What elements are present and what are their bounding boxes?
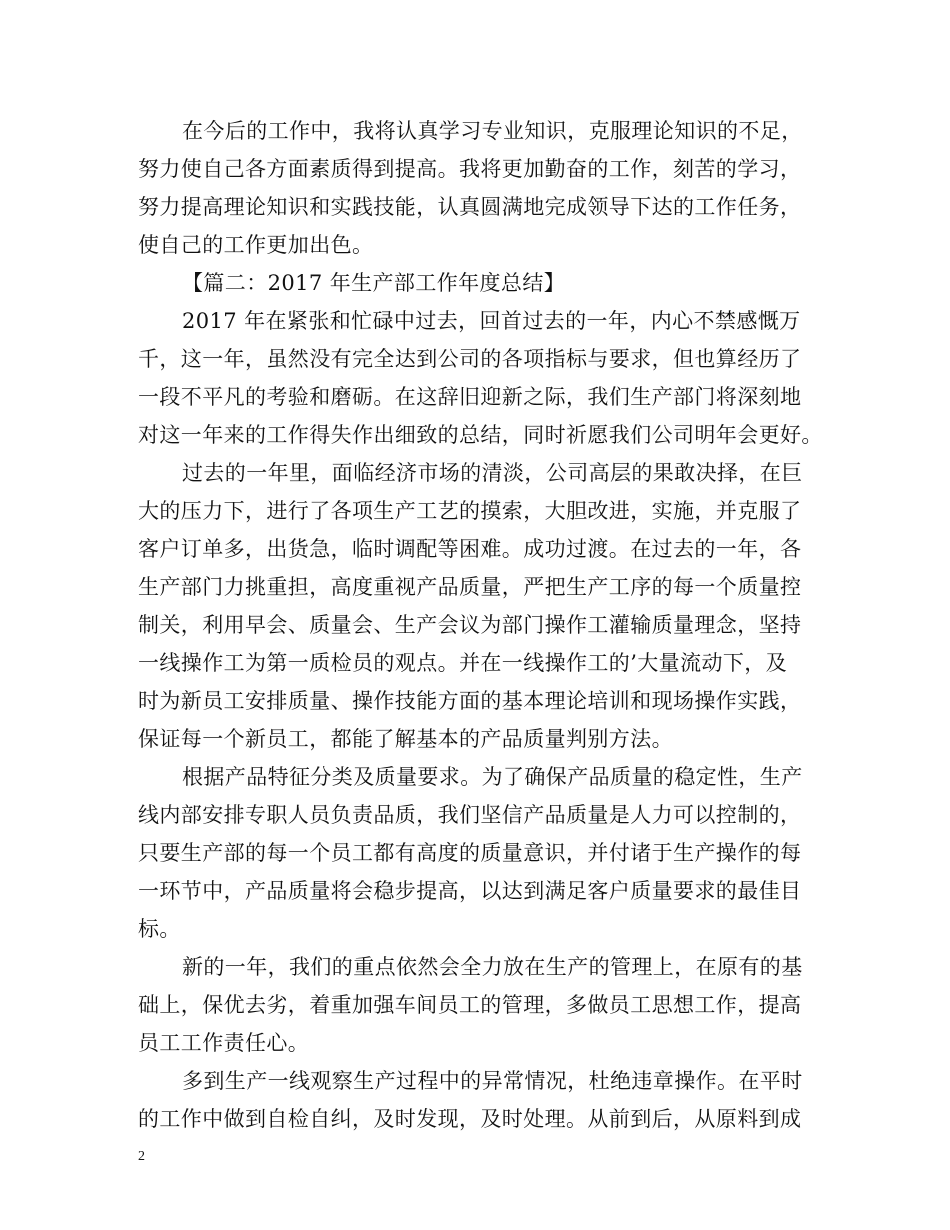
section-title: 【篇二：2017 年生产部工作年度总结】 [182, 271, 566, 295]
text-line: 多到生产一线观察生产过程中的异常情况，杜绝违章操作。在平时 [182, 1069, 803, 1093]
text-line: 础上，保优去劣，着重加强车间员工的管理，多做员工思想工作，提高 [138, 993, 802, 1017]
text-line: 千，这一年，虽然没有完全达到公司的各项指标与要求，但也算经历了 [138, 347, 802, 371]
paragraph-3 [138, 302, 823, 454]
text-line: 努力提高理论知识和实践技能，认真圆满地完成领导下达的工作任务， [138, 195, 802, 219]
text-line: 保证每一个新员工，都能了解基本的产品质量判别方法。 [138, 727, 673, 751]
text-line: 一段不平凡的考验和磨砺。在这辞旧迎新之际，我们生产部门将深刻地 [138, 385, 802, 409]
text-line: 员工工作责任心。 [138, 1031, 310, 1055]
text-line: 使自己的工作更加出色。 [138, 233, 374, 257]
text-line: 努力使自己各方面素质得到提高。我将更加勤奋的工作，刻苦的学习， [138, 157, 802, 181]
document-body [138, 112, 823, 1138]
text-line: 过去的一年里，面临经济市场的清淡，公司高层的果敢决择，在巨 [182, 461, 803, 485]
text-line: 一环节中，产品质量将会稳步提高，以达到满足客户质量要求的最佳目 [138, 879, 802, 903]
text-line: 2017 年在紧张和忙碌中过去，回首过去的一年，内心不禁感慨万 [182, 309, 801, 333]
text-line: 线内部安排专职人员负责品质，我们坚信产品质量是人力可以控制的， [138, 803, 802, 827]
text-line: 根据产品特征分类及质量要求。为了确保产品质量的稳定性，生产 [182, 765, 803, 789]
paragraph-4 [138, 454, 818, 758]
text-line: 制关，利用早会、质量会、生产会议为部门操作工灌输质量理念，坚持 [138, 613, 802, 637]
paragraph-5 [138, 758, 818, 948]
text-line: 标。 [138, 917, 181, 941]
text-line: 客户订单多，出货急，临时调配等困难。成功过渡。在过去的一年，各 [138, 537, 802, 561]
text-line: 只要生产部的每一个员工都有高度的质量意识，并付诸于生产操作的每 [138, 841, 802, 865]
section-heading [138, 264, 818, 302]
text-line: 的工作中做到自检自纠，及时发现，及时处理。从前到后，从原料到成 [138, 1107, 802, 1131]
paragraph-6 [138, 948, 818, 1062]
paragraph-1 [138, 112, 818, 264]
paragraph-7 [138, 1062, 818, 1138]
text-line: 生产部门力挑重担，高度重视产品质量，严把生产工序的每一个质量控 [138, 575, 802, 599]
text-line: 在今后的工作中，我将认真学习专业知识，克服理论知识的不足， [182, 119, 803, 143]
page-number: 2 [138, 1149, 145, 1164]
text-line: 一线操作工为第一质检员的观点。并在一线操作工的’大量流动下，及 [138, 651, 788, 675]
text-line: 新的一年，我们的重点依然会全力放在生产的管理上，在原有的基 [182, 955, 803, 979]
text-line: 对这一年来的工作得失作出细致的总结，同时祈愿我们公司明年会更好。 [138, 423, 823, 447]
text-line: 时为新员工安排质量、操作技能方面的基本理论培训和现场操作实践， [138, 689, 802, 713]
text-line: 大的压力下，进行了各项生产工艺的摸索，大胆改进，实施，并克服了 [138, 499, 802, 523]
